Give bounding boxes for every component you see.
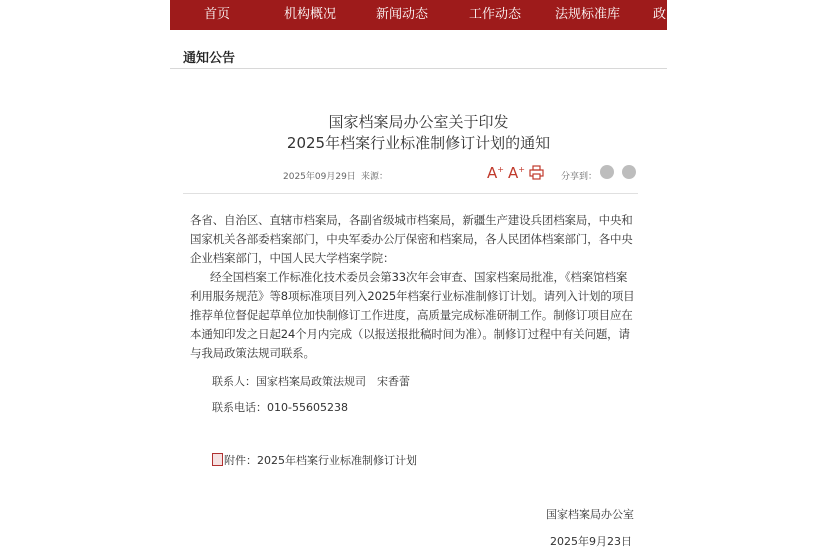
nav-home[interactable]: 首页: [204, 7, 231, 22]
article-title-line1: 国家档案局办公室关于印发: [328, 113, 509, 131]
article-title-line2: 2025年档案行业标准制修订计划的通知: [286, 134, 551, 152]
salutation-paragraph: 各省、自治区、直辖市档案局，各副省级城市档案局，新疆生产建设兵团档案局，中央和国家机关各部委档案部门，中央军委办公厅保密和档案局，各人民团体档案部门，各中央企业档案部门，中国人民大学档案学院：: [190, 213, 633, 265]
section-title: 通知公告: [183, 51, 236, 66]
top-nav: [170, 0, 667, 30]
nav-about[interactable]: 机构概况: [284, 7, 337, 22]
nav-policy[interactable]: 政: [653, 7, 667, 22]
wechat-share-icon[interactable]: [600, 165, 614, 179]
attachment-link[interactable]: 附件：2025年档案行业标准制修订计划: [224, 454, 417, 467]
phone-line: 联系电话：010-55605238: [212, 401, 348, 414]
publish-date: 2025年09月29日: [283, 172, 356, 182]
attachment-row: [212, 452, 417, 468]
nav-work[interactable]: 工作动态: [469, 7, 522, 22]
weibo-share-icon[interactable]: [622, 165, 636, 179]
signature-org: 国家档案局办公室: [546, 508, 634, 521]
font-increase-button[interactable]: A+: [487, 164, 504, 182]
contact-line: 联系人：国家档案局政策法规司 宋香蕾: [212, 375, 410, 388]
share-label: 分享到：: [561, 172, 598, 182]
source-label: 来源：: [361, 172, 389, 182]
body-paragraph: 经全国档案工作标准化技术委员会第33次年会审查、国家档案局批准，《档案馆档案利用服务规范》等8项标准项目列入2025年档案行业标准制修订计划。请列入计划的项目推荐单位督促起草单位加快制修订工作进度，高质量完成标准研制工作。制修订项目应在本通知印发之日起24个月内完成（以报送报批稿时间为准）。制修订过程中有关问题，请与我局政策法规司联系。: [190, 270, 635, 360]
nav-news[interactable]: 新闻动态: [376, 7, 429, 22]
meta-divider: [183, 193, 638, 194]
nav-regulations[interactable]: 法规标准库: [555, 7, 621, 22]
section-divider: [170, 68, 667, 69]
font-decrease-button[interactable]: A+: [508, 164, 525, 182]
signature-date: 2025年9月23日: [550, 535, 632, 548]
pdf-icon: [212, 453, 223, 466]
print-icon[interactable]: [529, 165, 544, 180]
